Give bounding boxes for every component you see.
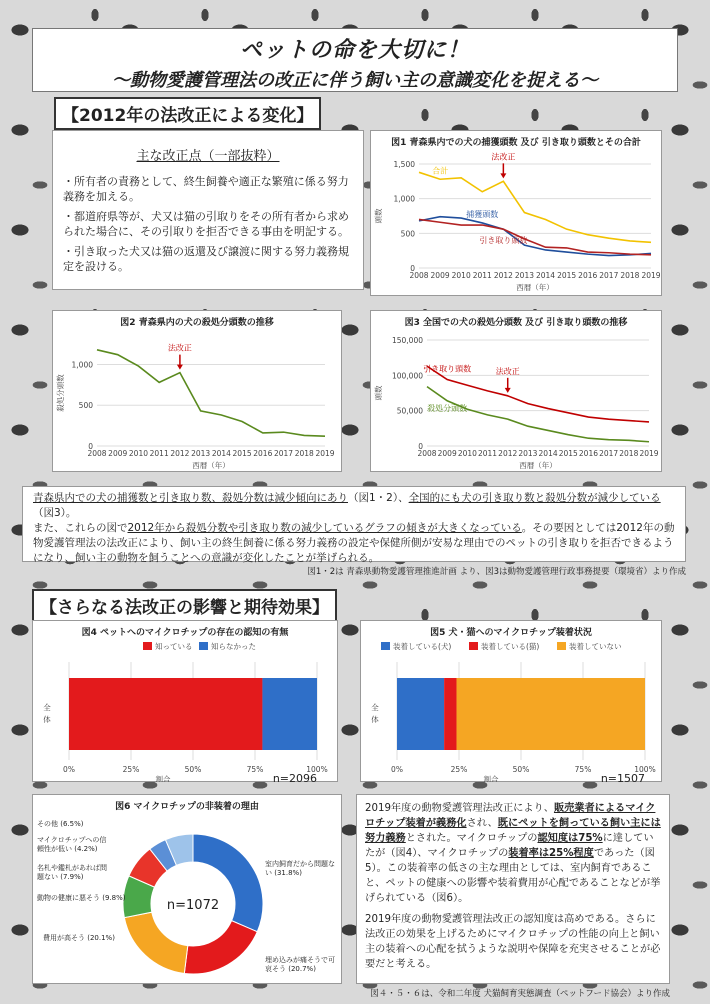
- point-item: ・引き取った犬又は猫の返還及び譲渡に関する努力義務規定を設ける。: [63, 245, 349, 273]
- x-tick-label: 2011: [472, 271, 492, 280]
- conclusion-highlight: 販売業者によるマイクロチップ装着が義務化: [365, 803, 656, 829]
- y-tick-label: 0: [418, 442, 423, 451]
- fig6-panel: [32, 794, 342, 984]
- fig1-chart: [371, 148, 661, 296]
- fig4-title: 図4 ペットへのマイクロチップの存在の認知の有無: [81, 628, 289, 638]
- legend-label: 装着している(犬): [393, 642, 452, 651]
- y-tick-label: 150,000: [391, 336, 423, 345]
- y-axis-label: 殺処分頭数: [56, 374, 65, 412]
- fig2-panel: [52, 310, 342, 472]
- conclusion-paragraph-2: 2019年度の動物愛護管理法改正の認知度は高めである。さらに法改正の効果を上げるためにマイクロチップの性能の向上と飼い主の装着への心配を拭うような説明や保障を充実させることが必要だと考える。: [365, 914, 661, 970]
- donut-slice: [184, 921, 257, 974]
- x-tick-label: 2016: [578, 449, 599, 458]
- law-revision-annotation: 法改正: [491, 152, 516, 162]
- x-tick-label: 2012: [498, 449, 518, 458]
- x-tick-label: 2017: [599, 271, 619, 280]
- conclusion-text: とされた。マイクロチップの: [405, 833, 538, 844]
- page-subtitle: ～動物愛護管理法の改正に伴う飼い主の意識変化を捉える～: [112, 70, 598, 91]
- summary-text: また、これらの図で: [33, 522, 128, 534]
- legend-swatch: [557, 642, 566, 650]
- section2-heading: 【さらなる法改正の影響と期待効果】: [32, 589, 337, 622]
- y-category-label: 全: [43, 703, 51, 712]
- x-tick-label: 100%: [634, 765, 656, 774]
- x-tick-label: 2013: [514, 271, 535, 280]
- x-tick-label: 0%: [63, 765, 75, 774]
- series-line-1: [419, 217, 651, 256]
- x-tick-label: 75%: [246, 765, 264, 774]
- y-category-label: 体: [371, 715, 379, 724]
- x-tick-label: 100%: [306, 765, 328, 774]
- series-label: 引き取り頭数: [423, 364, 472, 374]
- x-tick-label: 50%: [184, 765, 202, 774]
- series-line-0: [427, 366, 649, 422]
- section1-heading: 【2012年の法改正による変化】: [54, 97, 321, 130]
- summary-text: 。その要因としては2012年の動物愛護管理法の法改正により、飼い主の終生飼養に係る努力義務の設定や保健所側が安易な理由でのペットの引き取りを拒否できるようになり、飼い主の動物を飼うことへの意識が変化したことが挙げられる。: [33, 522, 675, 564]
- fig6-title: 図6 マイクロチップの非装着の理由: [115, 802, 259, 812]
- x-tick-label: 2013: [191, 449, 211, 458]
- fig5-panel: [360, 620, 662, 782]
- series-line-1: [427, 387, 649, 442]
- x-axis-label: 割合: [483, 775, 499, 782]
- x-tick-label: 25%: [450, 765, 468, 774]
- x-tick-label: 2017: [599, 449, 619, 458]
- x-tick-label: 2012: [493, 271, 513, 280]
- x-tick-label: 2008: [409, 271, 429, 280]
- x-axis-label: 西暦（年）: [519, 461, 557, 470]
- conclusion-text: され、: [466, 818, 498, 829]
- y-tick-label: 0: [88, 442, 93, 451]
- donut-center-label: n=1072: [166, 898, 220, 913]
- legend-swatch: [143, 642, 152, 650]
- x-tick-label: 2015: [232, 449, 252, 458]
- series-label: 合計: [432, 166, 449, 176]
- x-tick-label: 2011: [477, 449, 498, 458]
- x-axis-label: 割合: [155, 775, 171, 782]
- x-tick-label: 2009: [108, 449, 128, 458]
- x-tick-label: 2015: [557, 271, 577, 280]
- conclusion-text: 2019年度の動物愛護管理法改正により、: [365, 803, 554, 814]
- y-tick-label: 50,000: [396, 406, 423, 416]
- x-tick-label: 2019: [639, 449, 659, 458]
- fig1-panel: [370, 130, 662, 296]
- sample-size: n=2096: [272, 772, 317, 782]
- series-label: 引き取り頭数: [479, 236, 528, 246]
- x-tick-label: 2010: [451, 271, 471, 280]
- legend-label: 知らなかった: [211, 642, 256, 651]
- x-tick-label: 2016: [578, 271, 598, 280]
- fig1-title: 図1 青森県内での犬の捕獲頭数 及び 引き取り頭数とその合計: [391, 138, 641, 148]
- bar-segment: [397, 678, 444, 750]
- sample-size: n=1507: [600, 772, 645, 782]
- conclusion-text: に達していたが（図4）、マイクロチップの: [365, 833, 654, 859]
- x-tick-label: 75%: [574, 765, 592, 774]
- title-box: [32, 28, 678, 92]
- y-axis-label: 頭数: [374, 208, 383, 224]
- x-tick-label: 2017: [273, 449, 294, 458]
- fig2-title: 図2 青森県内の犬の殺処分頭数の推移: [120, 318, 274, 328]
- y-axis-label: 頭数: [374, 385, 383, 401]
- legend-swatch: [469, 642, 478, 650]
- source-note-2: 図４・５・６は、令和二年度 犬猫飼育実態調査（ペットフード協会）より作成: [370, 989, 670, 999]
- conclusion-panel: [356, 794, 670, 984]
- bar-segment: [444, 678, 456, 750]
- donut-slice: [193, 834, 263, 932]
- donut-label: その他 (6.5%): [37, 820, 84, 828]
- x-tick-label: 2008: [87, 449, 107, 458]
- series-line-2: [419, 219, 651, 254]
- legend-label: 知っている: [155, 642, 193, 651]
- summary-highlight: 全国的にも犬の引き取り数と殺処分数が減少している: [408, 492, 661, 504]
- x-axis-label: 西暦（年）: [192, 461, 230, 470]
- page-title: ペットの命を大切に！: [239, 38, 470, 63]
- y-tick-label: 1,500: [393, 160, 415, 169]
- legend-swatch: [199, 642, 208, 650]
- x-tick-label: 2015: [558, 449, 578, 458]
- points-title: 主な改正点（一部抜粋）: [136, 149, 280, 164]
- x-tick-label: 2012: [170, 449, 190, 458]
- series-label: 捕獲頭数: [466, 209, 499, 219]
- x-tick-label: 2014: [538, 449, 558, 458]
- y-tick-label: 100,000: [391, 371, 423, 381]
- source-note-1: 図1・2は 青森県動物愛護管理推進計画 より、図3は動物愛護管理行政事務提要（環境省）より作成: [307, 567, 686, 577]
- legend-label: 装着していない: [569, 642, 622, 651]
- x-tick-label: 50%: [512, 765, 530, 774]
- legend-label: 装着している(猫): [481, 642, 540, 651]
- x-tick-label: 0%: [391, 765, 403, 774]
- y-category-label: 全: [371, 703, 379, 712]
- summary-text: （図1・2）、: [348, 492, 409, 504]
- law-revision-annotation: 法改正: [167, 343, 192, 353]
- annotation-arrowhead: [177, 365, 183, 370]
- y-tick-label: 0: [410, 264, 415, 273]
- donut-label: 埋め込みが痛そうで可哀そう (20.7%): [265, 956, 335, 973]
- bar-segment: [69, 678, 262, 750]
- x-tick-label: 2011: [149, 449, 169, 458]
- x-tick-label: 2010: [457, 449, 477, 458]
- conclusion-highlight: 装着率は25%程度: [508, 848, 594, 859]
- bar-segment: [457, 678, 645, 750]
- fig6-chart: [33, 812, 341, 986]
- y-tick-label: 1,000: [393, 194, 415, 204]
- annotation-arrowhead: [505, 388, 511, 393]
- x-tick-label: 2009: [437, 449, 457, 458]
- summary-panel: [22, 486, 686, 562]
- y-tick-label: 500: [78, 401, 93, 411]
- law-revision-annotation: 法改正: [495, 366, 520, 376]
- point-item: ・都道府県等が、犬又は猫の引取りをその所有者から求められた場合に、その引取りを拒否できる事由を明記する。: [63, 210, 349, 238]
- fig3-chart: [371, 328, 661, 474]
- x-tick-label: 25%: [122, 765, 140, 774]
- donut-label: 動物の健康に悪そう (9.8%): [37, 894, 126, 902]
- summary-highlight: 青森県内での犬の捕獲数と引き取り数、殺処分数は減少傾向にあり: [33, 492, 348, 504]
- x-tick-label: 2019: [315, 449, 335, 458]
- annotation-arrowhead: [500, 173, 506, 178]
- y-category-label: 体: [43, 715, 51, 724]
- conclusion-highlight: 認知度は75%: [537, 833, 603, 844]
- x-axis-label: 西暦（年）: [516, 283, 554, 292]
- point-item: ・所有者の責務として、終生飼養や適正な繁殖に係る努力義務を加える。: [63, 175, 349, 203]
- donut-label: 室内飼育だから問題ない (31.8%): [265, 860, 335, 877]
- y-tick-label: 500: [400, 229, 415, 239]
- x-tick-label: 2016: [253, 449, 273, 458]
- fig3-title: 図3 全国での犬の殺処分頭数 及び 引き取り頭数の推移: [404, 318, 628, 328]
- x-tick-label: 2014: [535, 271, 556, 280]
- summary-text: （図3）。: [33, 507, 77, 519]
- conclusion-highlight: 既にペットを飼っている飼い主には努力義務: [365, 818, 661, 844]
- x-tick-label: 2014: [211, 449, 231, 458]
- x-tick-label: 2009: [430, 271, 450, 280]
- fig3-panel: [370, 310, 662, 472]
- bar-segment: [262, 678, 317, 750]
- donut-label: 費用が高そう (20.1%): [43, 934, 115, 942]
- fig4-panel: [32, 620, 338, 782]
- x-tick-label: 2008: [417, 449, 437, 458]
- y-tick-label: 1,000: [71, 360, 93, 370]
- x-tick-label: 2018: [619, 449, 639, 458]
- conclusion-text: であった（図5）。この装着率の低さの主な理由としては、室内飼育であること、ペットの健康への影響や装着費用が心配であることなどが挙げられている（図6）。: [365, 848, 661, 904]
- x-tick-label: 2019: [641, 271, 661, 280]
- series-line-0: [97, 350, 325, 436]
- revision-points-panel: [52, 130, 364, 290]
- donut-label: マイクロチップへの信頼性が低い (4.2%): [37, 836, 107, 853]
- fig5-title: 図5 犬・猫へのマイクロチップ装着状況: [430, 628, 592, 638]
- fig5-chart: [361, 638, 661, 782]
- x-tick-label: 2018: [294, 449, 314, 458]
- legend-swatch: [381, 642, 390, 650]
- x-tick-label: 2013: [518, 449, 538, 458]
- x-tick-label: 2010: [128, 449, 149, 458]
- summary-highlight: 2012年から殺処分数や引き取り数の減少しているグラフの傾きが大きくなっている: [127, 522, 522, 534]
- series-label: 殺処分頭数: [427, 403, 468, 413]
- donut-slice: [124, 912, 187, 973]
- series-line-0: [419, 172, 651, 242]
- donut-label: 名札や鑑札があれば問題ない (7.9%): [37, 864, 107, 881]
- fig4-chart: [33, 638, 337, 782]
- fig2-chart: [53, 328, 341, 474]
- x-tick-label: 2018: [620, 271, 640, 280]
